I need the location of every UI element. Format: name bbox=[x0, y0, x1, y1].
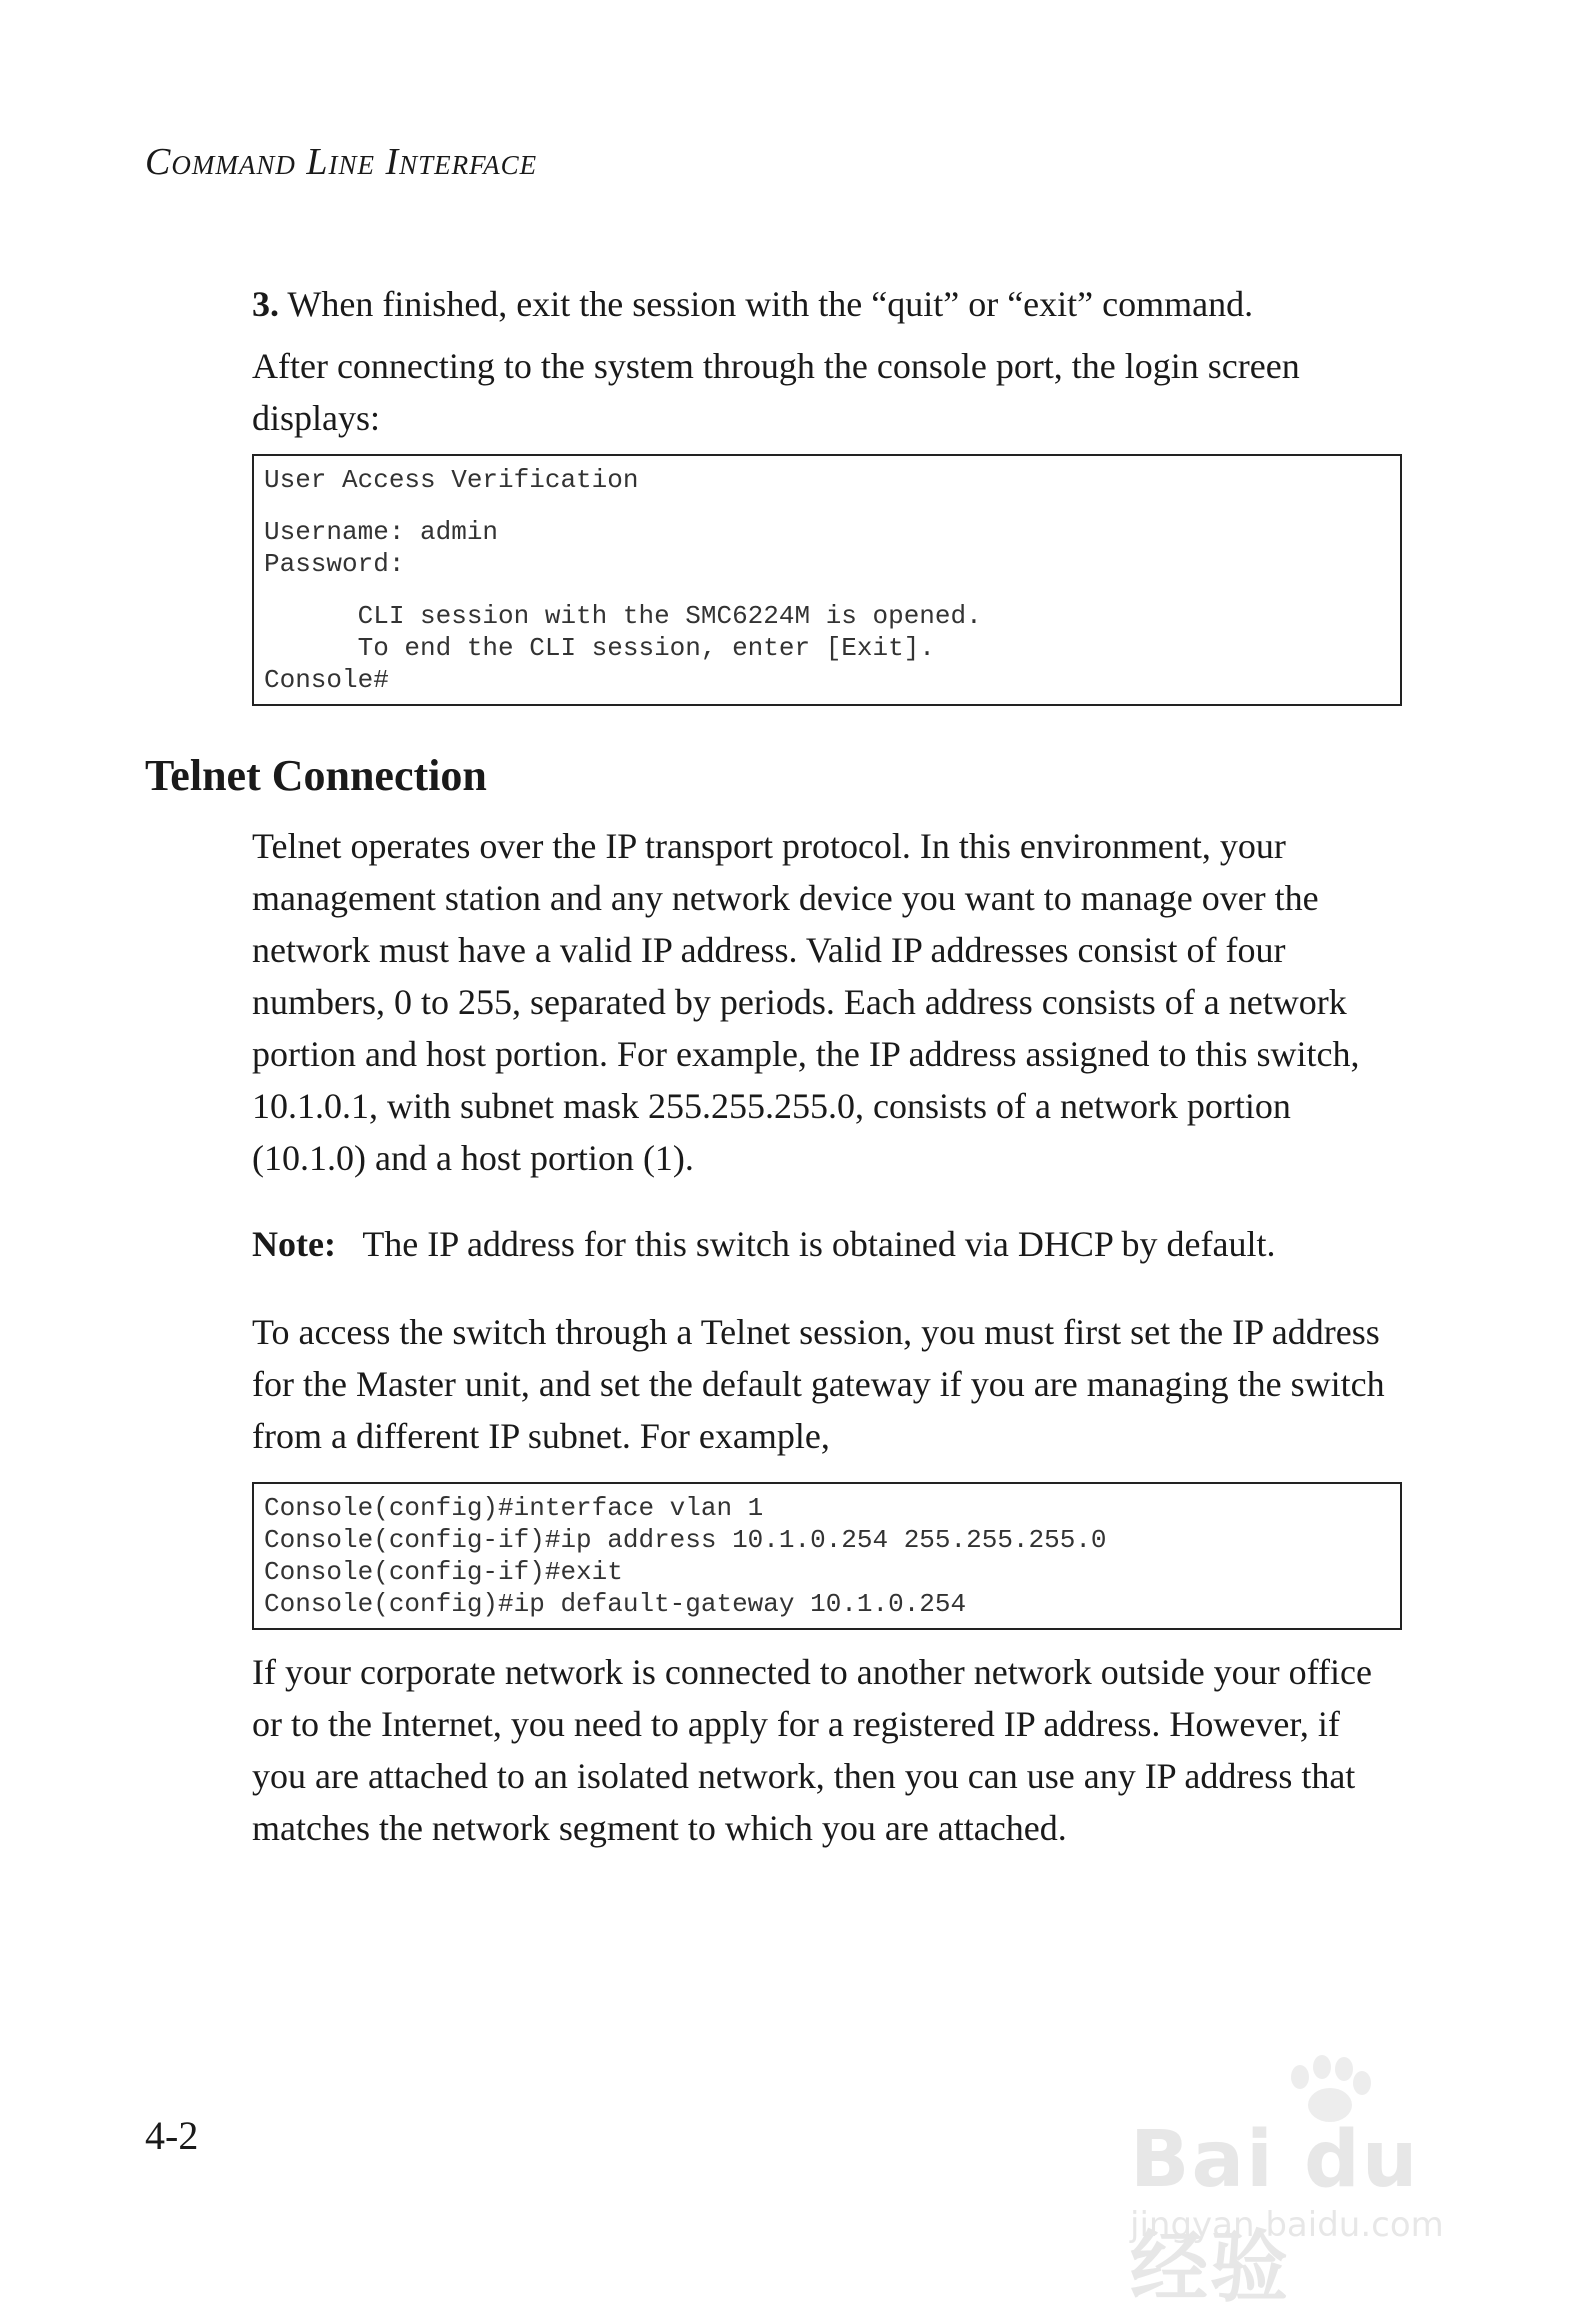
code-line: To end the CLI session, enter [Exit]. bbox=[264, 633, 935, 663]
telnet-paragraph-block bbox=[252, 820, 1402, 1184]
code-line: User Access Verification bbox=[264, 465, 639, 495]
watermark-brand: Bai du 经验 bbox=[1130, 2115, 1420, 2313]
telnet-paragraph: Telnet operates over the IP transport protocol. In this environment, your management station and any network device you want to manage over the network must have a valid IP address. Valid IP addresses consist of four numbers, 0 to 255, separated by periods. Each address consists of a network portion and host portion. For example, the IP address assigned to this switch, 10.1.0.1, with subnet mask 255.255.255.0, consists of a network portion (10.1.0) and a host portion (1). bbox=[252, 826, 1360, 1178]
step-3 bbox=[252, 278, 1402, 330]
code-line: Console# bbox=[264, 665, 389, 695]
note-block bbox=[252, 1218, 1402, 1270]
section-heading: Telnet Connection bbox=[145, 751, 487, 800]
code-line: Console(config-if)#ip address 10.1.0.254 255.255.255.0 bbox=[264, 1525, 1107, 1555]
baidu-watermark bbox=[1120, 2055, 1500, 2313]
step-text: When finished, exit the session with the “quit” or “exit” command. bbox=[287, 284, 1254, 324]
closing-paragraph-block bbox=[252, 1646, 1402, 1854]
running-header: Command Line Interface bbox=[145, 141, 538, 183]
intro-paragraph: After connecting to the system through the console port, the login screen displays: bbox=[252, 346, 1300, 438]
code-line: Password: bbox=[264, 549, 405, 579]
config-code-box bbox=[252, 1482, 1402, 1630]
step-number: 3. bbox=[252, 284, 279, 324]
code-line: Username: admin bbox=[264, 517, 499, 547]
code-line: Console(config-if)#exit bbox=[264, 1557, 623, 1587]
note-label: Note: bbox=[252, 1224, 336, 1264]
access-paragraph: To access the switch through a Telnet session, you must first set the IP address for the Master unit, and set the default gateway if you are managing the switch from a different IP subnet. For example, bbox=[252, 1312, 1385, 1456]
page-number: 4-2 bbox=[145, 2113, 199, 2158]
note-text: The IP address for this switch is obtained via DHCP by default. bbox=[362, 1224, 1276, 1264]
code-line: CLI session with the SMC6224M is opened. bbox=[264, 601, 982, 631]
login-code-box bbox=[252, 454, 1402, 706]
code-line: Console(config)#interface vlan 1 bbox=[264, 1493, 764, 1523]
closing-paragraph: If your corporate network is connected to another network outside your office or to the Internet, you need to apply for a registered IP address. However, if you are attached to an isolated network, then you can use any IP address that matches the network segment to which you are attached. bbox=[252, 1652, 1372, 1848]
code-line: Console(config)#ip default-gateway 10.1.0.254 bbox=[264, 1589, 967, 1619]
watermark-url: jingyan.baidu.com bbox=[1130, 2205, 1444, 2245]
access-paragraph-block bbox=[252, 1306, 1402, 1462]
intro-paragraph-block bbox=[252, 340, 1402, 444]
